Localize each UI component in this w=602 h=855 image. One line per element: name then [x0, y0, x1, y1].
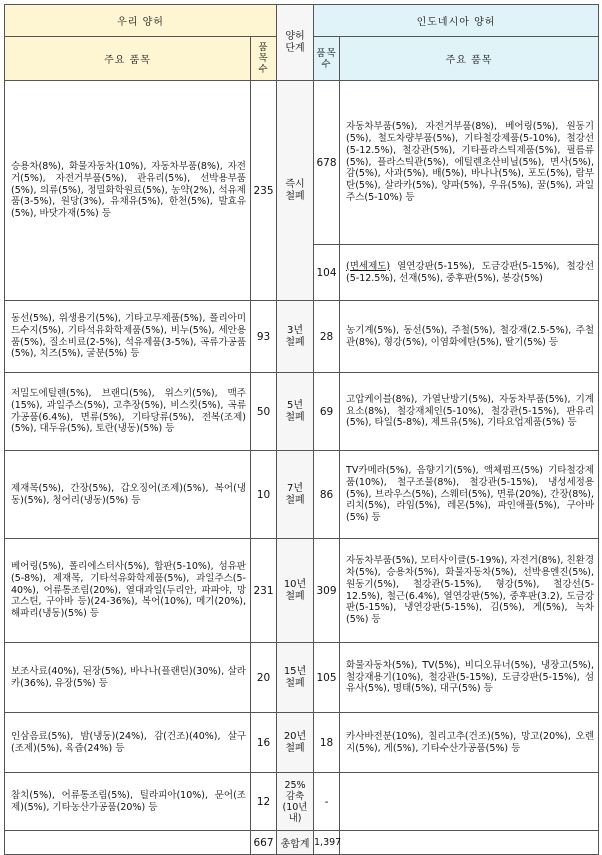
concession-stage-header: 양허 단계: [277, 5, 314, 81]
indonesia-count-cell: 309: [314, 539, 340, 643]
korea-items-cell: 베어링(5%), 폴리에스터사(5%), 합판(5-10%), 섬유판(5-8%), 제재목, 기타석유화학제품(5%), 과일주스(5-40%), 어류통조림(20%), 열대과일(두리안, 파파야, 망고스틴, 구아바 등)(24-36%), 복어(10%), 메기(20%), 해파리(냉동)(5%) 등: [5, 539, 251, 643]
indonesia-count-cell: 28: [314, 301, 340, 373]
indonesia-total-cell: 1,397: [314, 831, 340, 855]
korea-count-cell: 235: [251, 81, 277, 301]
table-row: [5, 451, 599, 539]
tariff-concession-table-wrapper: [4, 4, 598, 850]
totals-empty-cell: [340, 831, 599, 855]
header-row-top: [5, 5, 599, 37]
korea-items-cell: 참치(5%), 어류통조림(5%), 틸라피아(10%), 문어(조제)(5%), 기타농산가공품(20%) 등: [5, 773, 251, 831]
indonesia-count-cell: 69: [314, 373, 340, 451]
indonesia-main-items-header: 주요 품목: [340, 37, 599, 81]
indonesia-count-cell: 105: [314, 643, 340, 713]
indonesia-items-cell: 농기계(5%), 동선(5%), 주철(5%), 철강재(2.5-5%), 주철관(8%), 형강(5%), 이염화에탄(5%), 딸기(5%) 등: [340, 301, 599, 373]
korea-count-cell: 50: [251, 373, 277, 451]
indonesia-count-cell: 18: [314, 713, 340, 773]
duty-free-system-label: (면세제도): [346, 260, 391, 272]
indonesia-item-count-header: 품목 수: [314, 37, 340, 81]
korea-items-cell: 동선(5%), 위생용기(5%), 기타고무제품(5%), 폴리아미드수지(5%), 기타석유화학제품(5%), 비누(5%), 세안용품(5%), 질소비료(2-5%), 석유제품(3-5%), 곡류가공품(5%), 치즈(5%), 굴분(5%) 등: [5, 301, 251, 373]
tariff-concession-table: [4, 4, 599, 855]
korea-main-items-header: 주요 품목: [5, 37, 251, 81]
stage-cell: 즉시 철폐: [277, 81, 314, 301]
indonesia-count-cell: 86: [314, 451, 340, 539]
indonesia-items-cell: TV카메라(5%), 음향기기(5%), 액체펌프(5%) 기타철강제품(10%), 철구조물(8%), 철강관(5-15%), 냉성세정용(5%), 브라우스(5%), 스웨터(5%), 면류(20%), 간장(8%), 리치(5%), 라임(5%), 레몬(5%), 파인애플(5%), 구아바(5%) 등: [340, 451, 599, 539]
indonesia-count-cell: 104: [314, 245, 340, 301]
table-row: [5, 373, 599, 451]
korea-items-cell: 제재목(5%), 간장(5%), 갑오징어(조제)(5%), 복어(냉동)(5%), 청어리(냉동)(5%) 등: [5, 451, 251, 539]
totals-empty-cell: [5, 831, 251, 855]
korea-items-cell: 인삼음료(5%), 밤(냉동)(24%), 감(건조)(40%), 살구(조제)(5%), 육즙(24%) 등: [5, 713, 251, 773]
totals-row: [5, 831, 599, 855]
korea-count-cell: 16: [251, 713, 277, 773]
indonesia-count-cell: 678: [314, 81, 340, 245]
table-row: [5, 539, 599, 643]
korea-items-cell: 보조사료(40%), 된장(5%), 바나나(플랜틴)(30%), 살라카(36%), 유장(5%) 등: [5, 643, 251, 713]
indonesia-items-cell: 카사바전분(10%), 칠리고추(건조)(5%), 망고(20%), 오렌지(5%), 게(5%), 기타수산가공품(5%) 등: [340, 713, 599, 773]
table-row: [5, 643, 599, 713]
korea-count-cell: 12: [251, 773, 277, 831]
stage-cell: 25% 감축 (10년 내): [277, 773, 314, 831]
korea-item-count-header: 품 목 수: [251, 37, 277, 81]
indonesia-items-cell: [340, 245, 599, 301]
indonesia-items-cell: 화물자동차(5%), TV(5%), 비디오뮤너(5%), 냉장고(5%), 철강재용기(10%), 철강관(5-15%), 도금강판(5-15%), 섬유사(5%), 명태(5%), 대구(5%) 등: [340, 643, 599, 713]
stage-cell: 20년 철폐: [277, 713, 314, 773]
table-row: [5, 773, 599, 831]
totals-label: 총합계: [277, 831, 314, 855]
stage-cell: 15년 철폐: [277, 643, 314, 713]
korea-concession-header: 우리 양허: [5, 5, 277, 37]
table-row: [5, 301, 599, 373]
stage-cell: 7년 철폐: [277, 451, 314, 539]
korea-count-cell: 231: [251, 539, 277, 643]
indonesia-items-cell: 자동차부품(5%), 모터사이클(5-19%), 자전거(8%), 친환경차(5%), 승용차(5%), 화물자동차(5%), 선박용엔진(5%), 원동기(5%), 철강관(5-15%), 형강(5%), 철강선(5-12.5%), 철근(6.4%), 열연강판(5%), 중후판(3.2), 도금강판(5-15%), 냉연강판(5-15%), 김(5%), 게(5%), 녹차(5%) 등: [340, 539, 599, 643]
indonesia-items-cell: 자동차부품(5%), 자전거부품(8%), 베어링(5%), 원동기(5%), 철도차량부품(5%), 기타철강제품(5-10%), 철강선(5-12.5%), 철강관(5%), 기타플라스틱제품(5%), 필름류(5%), 플라스틱관(5%), 에틸렌초산비닐(5%), 면사(5%), 감(5%), 사과(5%), 배(5%), 바나나(5%), 포도(5%), 람부탄(5%), 살라카(5%), 양파(5%), 우유(5%), 꿀(5%), 과일주스(5-10%) 등: [340, 81, 599, 245]
korea-count-cell: 93: [251, 301, 277, 373]
korea-count-cell: 10: [251, 451, 277, 539]
indonesia-items-text: 열연강판(5-15%), 도금강판(5-15%), 철강선(5-12.5%), 선재(5%), 중후판(5%), 봉강(5%): [346, 260, 595, 284]
stage-cell: 3년 철폐: [277, 301, 314, 373]
table-row: [5, 713, 599, 773]
indonesia-items-cell: 고압케이블(8%), 가열난방기(5%), 자동차부품(5%), 기계요소(8%), 철강재체인(5-10%), 철강관(5-15%), 판유리(5%), 타일(5-8%), 제트유(5%), 기타요업제품(5%) 등: [340, 373, 599, 451]
korea-items-cell: 저밀도에틸렌(5%), 브랜디(5%), 위스키(5%), 맥주(15%), 과일주스(5%), 고추장(5%), 비스킷(5%), 곡류가공품(6.4%), 면류(5%), 기타당류(5%), 전복(조제)(5%), 대두유(5%), 토란(냉동)(5%) 등: [5, 373, 251, 451]
indonesia-items-cell: [340, 773, 599, 831]
stage-cell: 5년 철폐: [277, 373, 314, 451]
korea-total-cell: 667: [251, 831, 277, 855]
korea-items-cell: 승용차(8%), 화물자동차(10%), 자동차부품(8%), 자전거(5%), 자전거부품(5%), 관유리(5%), 선박용부품(5%), 의류(5%), 정밀화학원료(5%), 농약(2%), 석유제품(3-5%), 원당(3%), 유채유(5%), 한천(5%), 발효유(5%), 바닷가재(5%) 등: [5, 81, 251, 301]
table-row: [5, 81, 599, 245]
indonesia-count-cell: -: [314, 773, 340, 831]
indonesia-concession-header: 인도네시아 양허: [314, 5, 599, 37]
stage-cell: 10년 철폐: [277, 539, 314, 643]
korea-count-cell: 20: [251, 643, 277, 713]
